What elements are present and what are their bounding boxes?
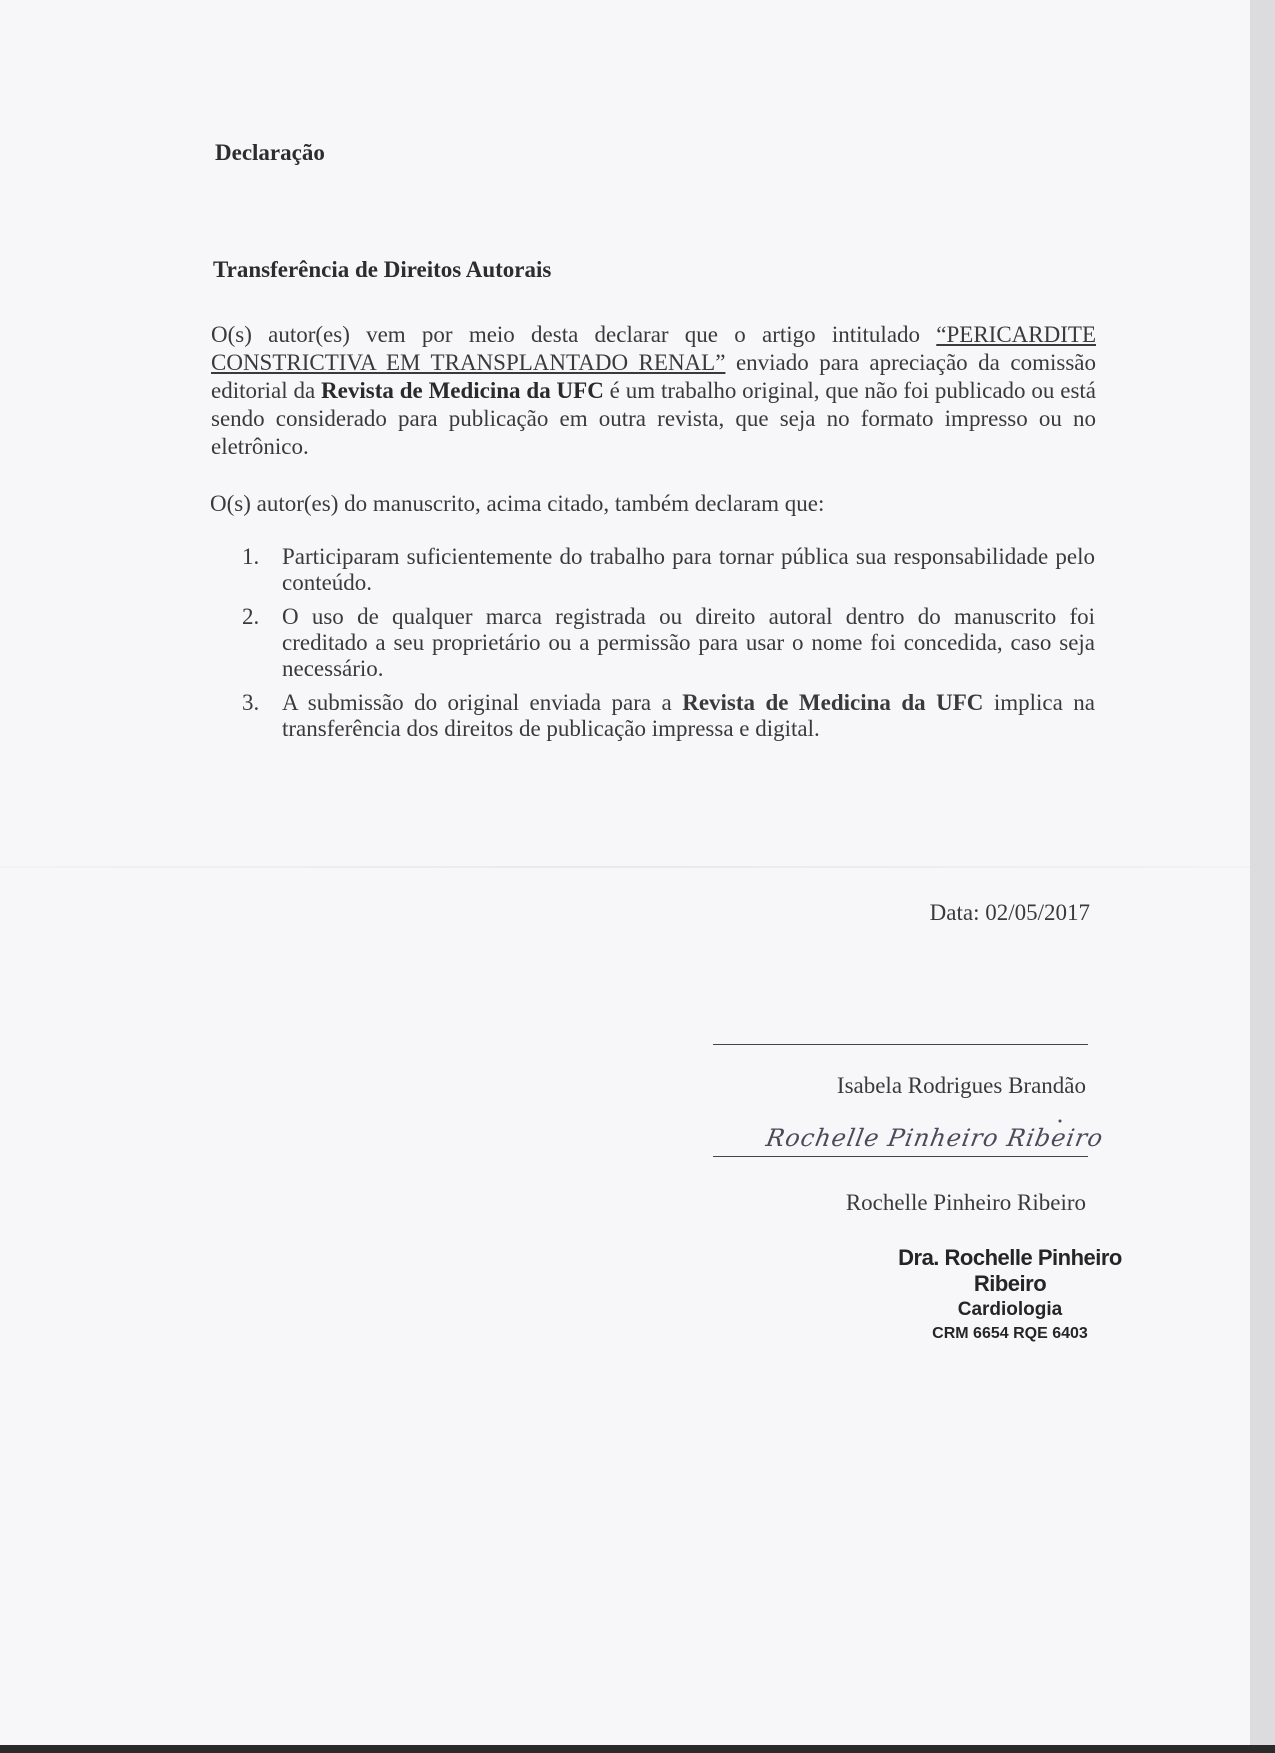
list-item <box>242 604 1095 682</box>
intro-text-1: O(s) autor(es) vem por meio desta declarar que o artigo intitulado <box>211 322 937 347</box>
signature-line-1 <box>713 1044 1088 1045</box>
doctor-stamp <box>880 1245 1140 1343</box>
stamp-registration: CRM 6654 RQE 6403 <box>932 1325 1088 1342</box>
signatory-name-2: Rochelle Pinheiro Ribeiro <box>845 1190 1086 1215</box>
intro-paragraph <box>211 321 1096 461</box>
scan-margin-bottom <box>0 1745 1275 1753</box>
signatory-name-1: Isabela Rodrigues Brandão <box>836 1073 1086 1098</box>
stamp-specialty: Cardiologia <box>957 1299 1063 1320</box>
handwritten-signature <box>700 1118 1120 1158</box>
list-number: 3. <box>242 690 260 715</box>
signature-script: Rochelle Pinheiro Ribeiro <box>764 1124 1106 1152</box>
journal-name: Revista de Medicina da UFC <box>321 378 604 403</box>
declarations-list <box>242 544 1095 750</box>
paper-fold <box>0 866 1250 868</box>
stamp-name: Dra. Rochelle Pinheiro Ribeiro <box>898 1245 1122 1296</box>
scan-margin-right <box>1250 0 1275 1753</box>
list-text: O uso de qualquer marca registrada ou direito autoral dentro do manuscrito foi creditado a seu proprietário ou a permissão para usar o nome foi concedida, caso seja necessário. <box>282 604 1095 681</box>
intro-text-3: é um trabalho original, que não foi publicado ou está sendo considerado para publicação em outra revista, que seja no formato impresso ou no eletrônico. <box>211 378 1096 459</box>
list-item <box>242 544 1095 596</box>
date-text: Data: 02/05/2017 <box>929 900 1090 925</box>
signature-line-2 <box>713 1156 1088 1157</box>
page-heading: Declaração <box>215 140 325 165</box>
list-text-pre: A submissão do original enviada para a <box>282 690 683 715</box>
list-number: 1. <box>242 544 260 569</box>
article-title: “PERICARDITE CONSTRICTIVA EM TRANSPLANTADO RENAL” <box>211 322 1096 375</box>
section-heading: Transferência de Direitos Autorais <box>213 257 552 282</box>
list-number: 2. <box>242 604 260 629</box>
list-item <box>242 690 1095 742</box>
intro-text-2: enviado para apreciação da comissão editorial da <box>211 350 1096 403</box>
signature-dot <box>1059 1120 1062 1123</box>
list-text-post: implica na transferência dos direitos de publicação impressa e digital. <box>282 690 1095 741</box>
journal-name: Revista de Medicina da UFC <box>682 690 984 715</box>
lead-paragraph: O(s) autor(es) do manuscrito, acima citado, também declaram que: <box>210 491 825 516</box>
list-text: Participaram suficientemente do trabalho para tornar pública sua responsabilidade pelo conteúdo. <box>282 544 1095 595</box>
